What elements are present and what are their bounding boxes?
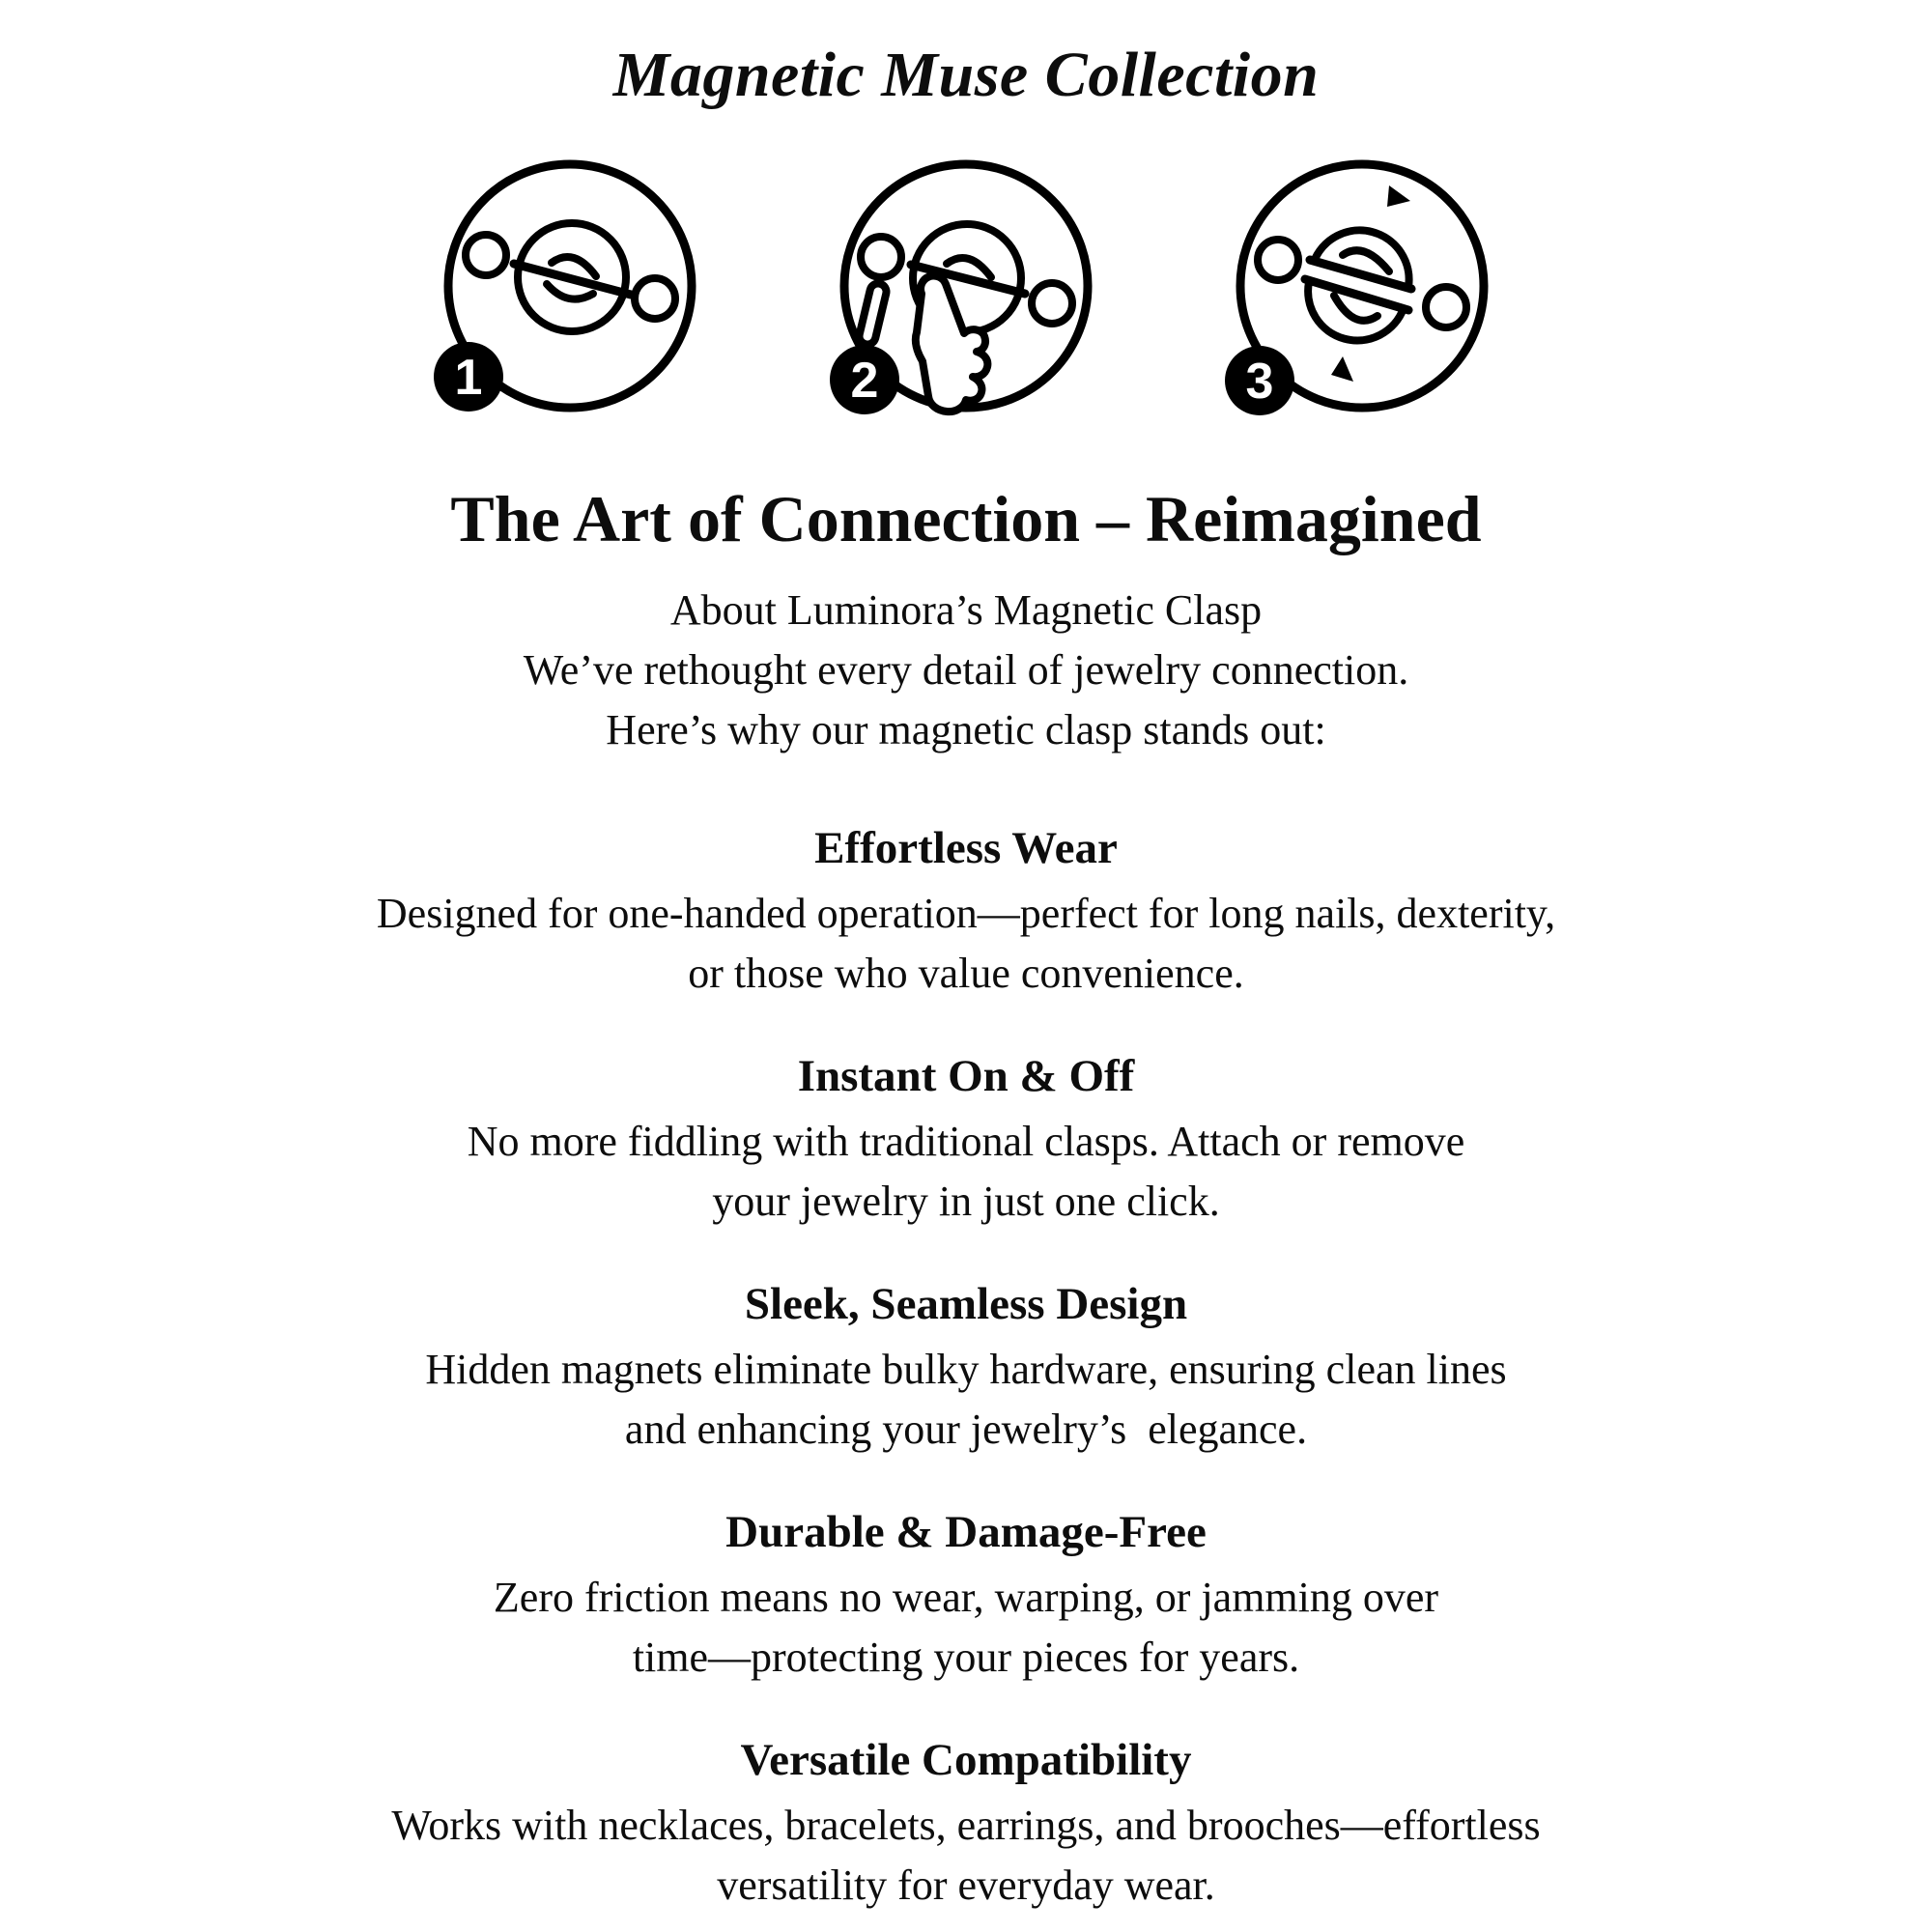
intro-line: Here’s why our magnetic clasp stands out: (606, 706, 1326, 753)
clasp-press-icon (821, 143, 1111, 433)
section-versatile-compatibility (0, 1732, 1932, 1916)
arrow-up-icon (1387, 185, 1410, 207)
section-line: Zero friction means no wear, warping, or jamming over (493, 1574, 1439, 1621)
section-heading: Sleek, Seamless Design (744, 1279, 1188, 1329)
step-badge-number: 3 (1245, 354, 1274, 410)
section-line: and enhancing your jewelry’s elegance. (624, 1406, 1308, 1453)
step-badge (830, 345, 899, 414)
page-title: Magnetic Muse Collection (612, 40, 1320, 110)
intro-line: We’ve rethought every detail of jewelry connection. (523, 646, 1409, 694)
section-line: or those who value convenience. (688, 950, 1244, 997)
clasp-release-icon (1217, 143, 1507, 433)
section-instant-on-off (0, 1048, 1932, 1232)
section-heading: Versatile Compatibility (740, 1735, 1192, 1785)
step-2 (821, 143, 1111, 433)
step-1 (425, 143, 715, 433)
step-3 (1217, 143, 1507, 433)
section-durable-damage-free (0, 1504, 1932, 1688)
section-heading: Durable & Damage-Free (725, 1507, 1207, 1557)
section-effortless-wear (0, 820, 1932, 1004)
section-line: time—protecting your pieces for years. (632, 1634, 1300, 1681)
step-badge (434, 342, 503, 412)
step-badge-number: 2 (850, 353, 879, 409)
section-line: No more fiddling with traditional clasps. Attach or remove (467, 1118, 1465, 1165)
section-sleek-seamless-design (0, 1276, 1932, 1460)
arrow-down-icon (1331, 356, 1353, 382)
steps-row (0, 143, 1932, 433)
section-line: your jewelry in just one click. (712, 1178, 1220, 1225)
section-line: Designed for one-handed operation—perfect for long nails, dexterity, (376, 890, 1556, 937)
section-heading: Effortless Wear (814, 823, 1118, 873)
section-line: Hidden magnets eliminate bulky hardware, ensuring clean lines (425, 1346, 1507, 1393)
section-line: versatility for everyday wear. (717, 1861, 1215, 1909)
intro-block (0, 581, 1932, 760)
main-heading: The Art of Connection – Reimagined (450, 482, 1482, 555)
clasp-closed-icon (425, 143, 715, 433)
section-heading: Instant On & Off (797, 1051, 1135, 1101)
intro-line: About Luminora’s Magnetic Clasp (669, 586, 1263, 634)
step-badge-number: 1 (454, 350, 483, 406)
section-line: Works with necklaces, bracelets, earrings, and brooches—effortless (391, 1802, 1541, 1849)
step-badge (1225, 346, 1294, 415)
